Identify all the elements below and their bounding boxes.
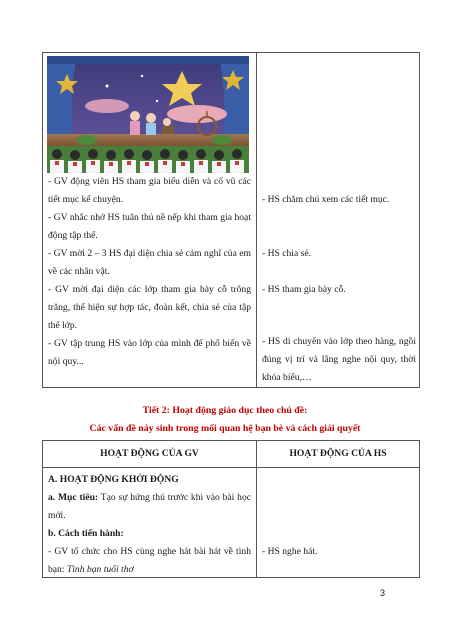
- method-label: b. Cách tiến hành:: [48, 528, 124, 539]
- stage-illustration: [47, 56, 249, 173]
- activity-table-2: [42, 440, 420, 578]
- gv-item: - GV mời đại diện các lớp tham gia bày cỗ trông trăng, thể hiện sự hợp tác, đoàn kết, chia sẻ của tập thể lớp.: [48, 284, 251, 331]
- goal-paragraph: [48, 489, 251, 525]
- hs-action: - HS nghe hát.: [262, 546, 318, 557]
- hs-item: - HS chăm chú xem các tiết mục.: [262, 194, 390, 205]
- header-hs: HOẠT ĐỘNG CỦA HS: [289, 448, 387, 459]
- hs-item: - HS chia sẻ.: [262, 248, 312, 259]
- method-paragraph: [48, 543, 251, 579]
- page-number: 3: [380, 588, 386, 598]
- gv-activities: [48, 173, 251, 371]
- goal-text: Tạo sự hứng thú trước khi vào bài học mới.: [48, 492, 252, 521]
- header-divider: [43, 467, 419, 468]
- gv-item: - GV động viên HS tham gia biểu diễn và cổ vũ các tiết mục kể chuyện.: [48, 176, 251, 205]
- gv-item: - GV mời 2 – 3 HS đại diện chia sẻ cảm nghĩ của em về các nhân vật.: [48, 248, 251, 277]
- column-divider: [256, 53, 257, 387]
- gv-item: - GV nhắc nhở HS tuân thủ nề nếp khi tham gia hoạt động tập thể.: [48, 212, 251, 241]
- header-gv: HOẠT ĐỘNG CỦA GV: [100, 448, 199, 459]
- section-title: Tiết 2: Hoạt động giáo dục theo chủ đề:: [142, 405, 308, 416]
- part-title: A. HOẠT ĐỘNG KHỞI ĐỘNG: [48, 474, 179, 485]
- hs-item: - HS di chuyển vào lớp theo hàng, ngồi đúng vị trí và lắng nghe nội quy, thời khóa biểu,…: [262, 336, 416, 383]
- method-text: - GV tổ chức cho HS cùng nghe hát bài hát về tình bạn:: [48, 546, 251, 575]
- goal-label: a. Mục tiêu:: [48, 492, 99, 503]
- hs-item: - HS tham gia bày cỗ.: [262, 284, 346, 295]
- activity-table-1: [42, 52, 420, 388]
- gv-item: - GV tập trung HS vào lớp của mình để phổ biến về nội quy...: [48, 338, 251, 367]
- section-subtitle: Các vấn đề nảy sinh trong mối quan hệ bạn bè và cách giải quyết: [89, 423, 361, 434]
- gv-cell: [48, 471, 251, 579]
- song-title: Tình bạn tuổi thơ: [66, 564, 134, 575]
